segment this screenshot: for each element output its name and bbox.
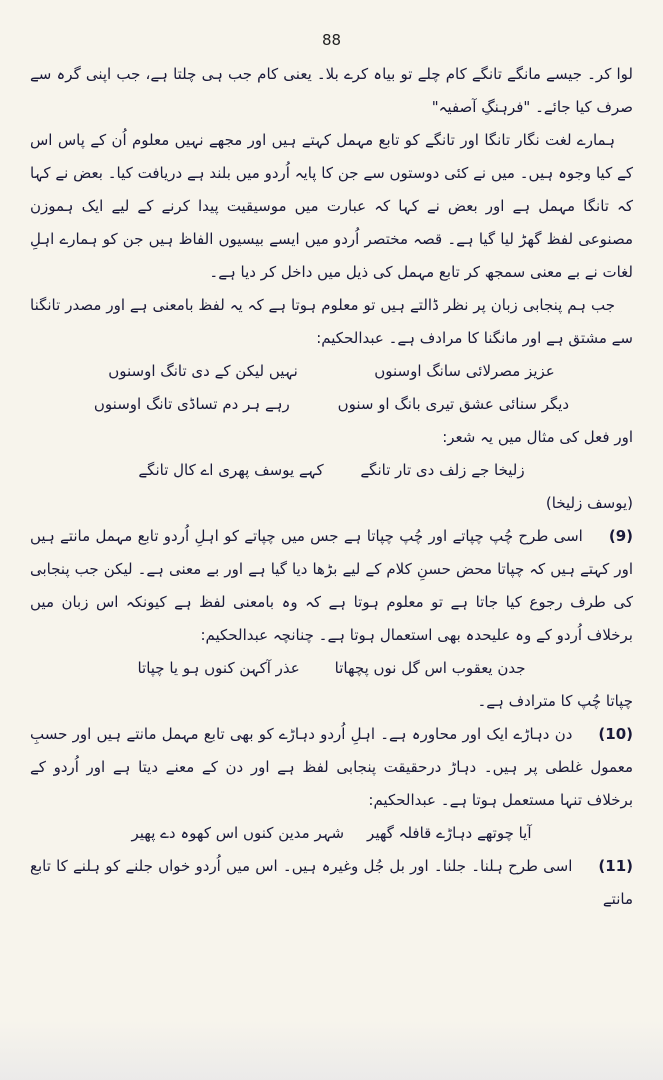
source-citation: (یوسف زلیخا) <box>545 494 633 512</box>
verse-row-4 <box>30 652 633 685</box>
verse-3-right: زلیخا جے زلف دی تار تانگے <box>360 461 525 479</box>
page-bottom-shadow <box>0 1020 663 1080</box>
verse-row-5 <box>30 817 633 850</box>
verse-2-left: رہے ہر دم تساڈی تانگ اوسنوں <box>93 395 290 413</box>
page-number: 88 <box>321 31 342 49</box>
paragraph-7-text: دن دہاڑے ایک اور محاورہ ہے۔ اہلِ اُردو دہاڑے کو بھی تابع مہمل مانتے ہیں اور حسبِ معمول غلطی پر ہیں۔ دہاڑ درحقیقت پنجابی لفظ ہے اور دن کے معنے دیتا ہے اور اُردو کے برخلاف تنہا مستعمل ہوتا ہے۔ عبدالحکیم: <box>30 725 633 809</box>
paragraph-3: جب ہم پنجابی زبان پر نظر ڈالتے ہیں تو معلوم ہوتا ہے کہ یہ لفظ بامعنی ہے اور مصدر تانگنا سے مشتق ہے اور مانگنا کا مرادف ہے۔ عبدالحکیم: <box>30 296 633 347</box>
item-number-11: (11) <box>598 857 633 875</box>
verse-row-3 <box>30 454 633 487</box>
paragraph-8 <box>30 850 633 916</box>
verse-row-2 <box>30 388 633 421</box>
item-number-9: (9) <box>608 527 633 545</box>
paragraph-6: چپاتا چُپ کا مترادف ہے۔ <box>477 692 633 710</box>
body-text <box>30 58 633 916</box>
verse-5-left: شہر مدین کنوں اس کھوہ دے پھیر <box>131 824 345 842</box>
paragraph-5-text: اسی طرح چُپ چپاتے اور چُپ چپاتا ہے جس میں چپاتے کو اہلِ اُردو تابع مہمل مانتے ہیں اور کہتے ہیں کہ چپاتا محض حسنِ کلام کے لیے بڑھا دیا گیا ہے اور بے معنی ہے۔ لیکن جب پنجابی کی طرف رجوع کیا جاتا ہے تو معلوم ہوتا ہے کہ وہ بامعنی لفظ ہے کیونکہ اس زبان میں برخلاف اُردو کے وہ علیحدہ بھی استعمال ہوتا ہے۔ چنانچہ عبدالحکیم: <box>30 527 633 644</box>
paragraph-4: اور فعل کی مثال میں یہ شعر: <box>442 428 633 446</box>
paragraph-2: ہمارے لغت نگار تانگا اور تانگے کو تابع مہمل کہتے ہیں اور مجھے نہیں معلوم اُن کے پاس اس کے کیا وجوہ ہیں۔ میں نے کئی دوستوں سے جن کا پایہ اُردو میں بلند ہے دریافت کیا۔ بعض نے کہا کہ تانگا مہمل ہے اور بعض نے کہا کہ عبارت میں موسیقیت پیدا کرنے کے لیے ایک ہموزن مصنوعی لفظ گھڑ لیا گیا ہے۔ قصہ مختصر اُردو میں ایسے بیسیوں الفاظ ہیں جن کو ہمارے اہلِ لغات نے بے معنی سمجھ کر تابع مہمل کی ذیل میں داخل کر دیا ہے۔ <box>30 131 633 281</box>
paragraph-1: لوا کر۔ جیسے مانگے تانگے کام چلے تو بیاہ کرے بلا۔ یعنی کام جب ہی چلتا ہے، جب اپنی گرہ سے صرف کیا جائے۔ "فرہنگِ آصفیہ" <box>30 65 633 116</box>
paragraph-7 <box>30 718 633 817</box>
paragraph-5 <box>30 520 633 652</box>
verse-4-left: عذر آکہن کنوں ہو یا چپاتا <box>137 659 300 677</box>
verse-3-left: کہے یوسف پھری اے کال تانگے <box>138 461 324 479</box>
verse-1-left: نہیں لیکن کے دی تانگ اوسنوں <box>108 362 298 380</box>
verse-4-right: جدن یعقوب اس گل نوں پچھاتا <box>334 659 526 677</box>
paragraph-8-text: اسی طرح ہلنا۔ جلنا۔ اور بل جُل وغیرہ ہیں۔ اس میں اُردو خواں جلنے کو ہلنے کا تابع مانتے <box>30 857 633 908</box>
verse-2-right: دیگر سنائی عشق تیری بانگ او سنوں <box>337 395 570 413</box>
verse-1-right: عزیز مصرلائی سانگ اوسنوں <box>374 362 555 380</box>
verse-5-right: آیا چوتھے دہاڑے قافلہ گھیر <box>367 824 532 842</box>
item-number-10: (10) <box>598 725 633 743</box>
verse-row-1 <box>30 355 633 388</box>
